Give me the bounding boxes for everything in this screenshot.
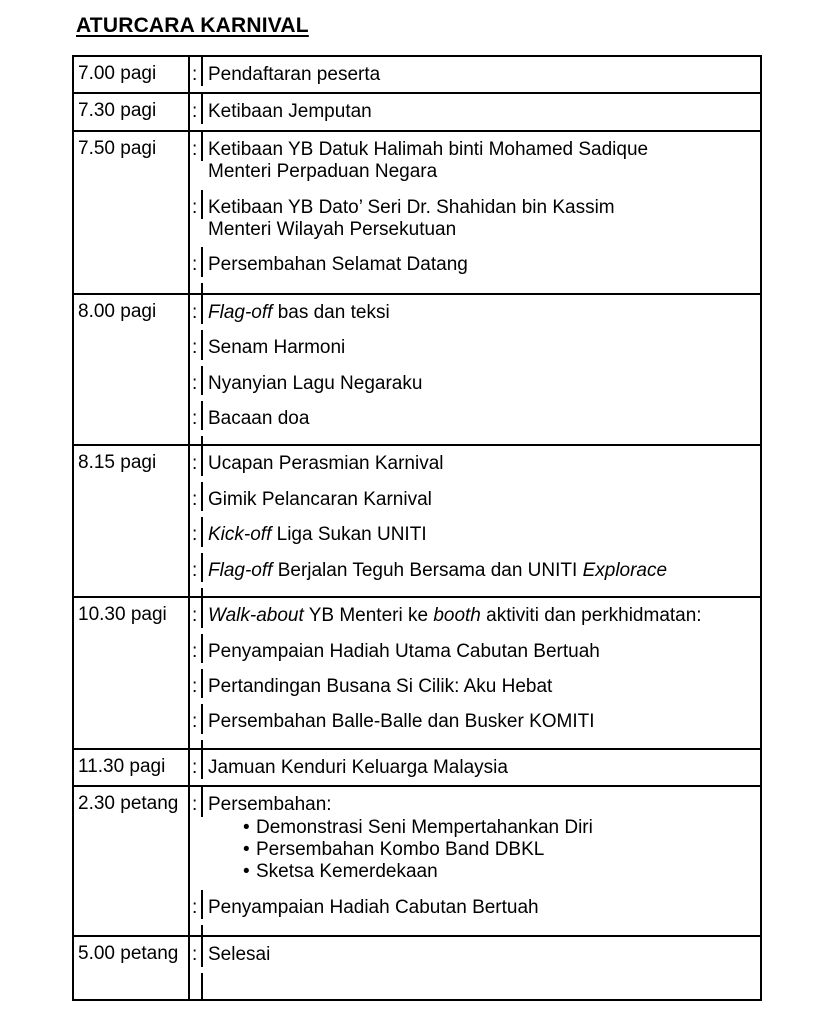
schedule-time-label: 7.30 pagi <box>78 100 157 122</box>
schedule-item-line <box>208 161 756 183</box>
emphasis-text: Explorace <box>582 559 668 581</box>
schedule-item-line <box>208 302 756 324</box>
schedule-time-cell <box>73 294 189 446</box>
schedule-item <box>190 190 760 248</box>
colon-separator: : <box>190 787 203 816</box>
plain-text: Menteri Wilayah Persekutuan <box>208 219 457 241</box>
schedule-item-text <box>203 482 760 517</box>
plain-text: Berjalan Teguh Bersama dan UNITI <box>272 559 583 581</box>
cell-filler <box>190 588 760 596</box>
plain-text: Ketibaan YB Datuk Halimah binti Mohamed Sadique <box>208 138 649 160</box>
schedule-item-text <box>203 446 760 481</box>
colon-separator-extension <box>190 973 203 999</box>
plain-text: Nyanyian Lagu Negaraku <box>208 372 423 394</box>
plain-text: Selesai <box>208 944 271 966</box>
bullet-icon: • <box>243 838 250 860</box>
schedule-item-line <box>208 524 756 546</box>
schedule-item <box>190 890 760 925</box>
schedule-table-body <box>73 56 761 1000</box>
emphasis-text: booth <box>433 605 481 627</box>
schedule-item <box>190 598 760 633</box>
schedule-item-text <box>203 132 760 190</box>
cell-filler <box>190 740 760 748</box>
schedule-time-cell <box>73 936 189 999</box>
schedule-item <box>190 330 760 365</box>
schedule-time-cell <box>73 786 189 936</box>
schedule-item-text <box>203 330 760 365</box>
plain-text: Liga Sukan UNITI <box>271 524 427 546</box>
plain-text: Ketibaan YB Dato’ Seri Dr. Shahidan bin Kassim <box>208 196 615 218</box>
schedule-item-text <box>203 750 760 785</box>
schedule-item <box>190 247 760 282</box>
cell-filler <box>190 436 760 444</box>
schedule-item-text <box>203 517 760 552</box>
schedule-time-cell <box>73 56 189 93</box>
emphasis-text: Walk-about <box>208 605 304 627</box>
colon-separator: : <box>190 190 203 219</box>
schedule-description-cell <box>189 294 761 446</box>
colon-separator: : <box>190 295 203 324</box>
schedule-table <box>72 55 762 1001</box>
table-row <box>73 131 761 294</box>
schedule-item-line <box>208 897 756 919</box>
schedule-item-text <box>203 57 760 92</box>
cell-filler-space <box>203 283 760 293</box>
colon-separator: : <box>190 401 203 430</box>
schedule-time-cell <box>73 131 189 294</box>
schedule-item-text <box>203 94 760 129</box>
schedule-item-text <box>203 401 760 436</box>
colon-separator: : <box>190 598 203 627</box>
list-item <box>208 817 756 839</box>
plain-text: bas dan teksi <box>272 301 390 323</box>
schedule-item-line <box>208 408 756 430</box>
schedule-item-text <box>203 553 760 588</box>
plain-text: YB Menteri ke <box>303 605 434 627</box>
table-row <box>73 749 761 786</box>
schedule-time-label: 8.00 pagi <box>78 300 157 322</box>
bullet-icon: • <box>243 816 250 838</box>
schedule-item-text <box>203 704 760 739</box>
schedule-item <box>190 482 760 517</box>
schedule-description-cell <box>189 93 761 130</box>
plain-text: Penyampaian Hadiah Cabutan Bertuah <box>208 896 539 918</box>
table-row <box>73 445 761 597</box>
list-item-label: Persembahan Kombo Band DBKL <box>256 838 545 860</box>
colon-separator: : <box>190 704 203 733</box>
schedule-time-cell <box>73 93 189 130</box>
schedule-time-label: 7.50 pagi <box>78 137 157 159</box>
schedule-time-label: 2.30 petang <box>78 793 179 815</box>
schedule-item <box>190 446 760 481</box>
plain-text: Penyampaian Hadiah Utama Cabutan Bertuah <box>208 640 600 662</box>
emphasis-text: Flag-off <box>208 559 273 581</box>
colon-separator-extension <box>190 436 203 444</box>
schedule-item <box>190 295 760 330</box>
schedule-item-line <box>208 676 756 698</box>
colon-separator: : <box>190 553 203 582</box>
schedule-time-cell <box>73 445 189 597</box>
colon-separator: : <box>190 446 203 475</box>
schedule-item-line <box>208 101 756 123</box>
schedule-item <box>190 937 760 972</box>
plain-text: Persembahan: <box>208 794 332 816</box>
colon-separator: : <box>190 937 203 966</box>
plain-text: Persembahan Selamat Datang <box>208 254 468 276</box>
colon-separator: : <box>190 247 203 276</box>
schedule-item-text <box>203 890 760 925</box>
plain-text: Persembahan Balle-Balle dan Busker KOMITI <box>208 711 595 733</box>
schedule-item-line <box>208 219 756 241</box>
schedule-item-text <box>203 669 760 704</box>
schedule-item-text <box>203 366 760 401</box>
schedule-item-text <box>203 247 760 282</box>
schedule-item-text <box>203 937 760 972</box>
schedule-time-label: 5.00 petang <box>78 943 179 965</box>
schedule-description-cell <box>189 445 761 597</box>
cell-filler-space <box>203 588 760 596</box>
schedule-item-line <box>208 64 756 86</box>
schedule-item <box>190 517 760 552</box>
schedule-item-line <box>208 711 756 733</box>
plain-text: Pendaftaran peserta <box>208 64 381 85</box>
schedule-time-label: 11.30 pagi <box>78 755 166 777</box>
plain-text: Bacaan doa <box>208 408 310 430</box>
schedule-item <box>190 750 760 785</box>
cell-filler-space <box>203 740 760 748</box>
schedule-item <box>190 94 760 129</box>
schedule-item-line <box>208 373 756 395</box>
colon-separator-extension <box>190 283 203 293</box>
schedule-time-label: 10.30 pagi <box>78 604 167 626</box>
schedule-item <box>190 132 760 190</box>
schedule-item-line <box>208 254 756 276</box>
schedule-description-cell <box>189 749 761 786</box>
schedule-time-cell <box>73 597 189 749</box>
schedule-item-text <box>203 787 760 890</box>
cell-filler <box>190 973 760 999</box>
emphasis-text: Flag-off <box>208 301 273 323</box>
page-title: ATURCARA KARNIVAL <box>76 14 309 37</box>
schedule-item-line <box>208 337 756 359</box>
colon-separator: : <box>190 94 203 123</box>
colon-separator: : <box>190 482 203 511</box>
schedule-item-line <box>208 197 756 219</box>
schedule-item <box>190 366 760 401</box>
schedule-item <box>190 669 760 704</box>
schedule-item <box>190 401 760 436</box>
plain-text: Pertandingan Busana Si Cilik: Aku Hebat <box>208 675 553 697</box>
emphasis-text: Kick-off <box>208 524 272 546</box>
colon-separator: : <box>190 330 203 359</box>
schedule-item-line <box>208 139 756 161</box>
schedule-item-text <box>203 295 760 330</box>
schedule-item-text <box>203 598 760 633</box>
schedule-time-label: 7.00 pagi <box>78 63 157 84</box>
colon-separator: : <box>190 750 203 779</box>
schedule-item-line <box>208 605 756 627</box>
plain-text: Jamuan Kenduri Keluarga Malaysia <box>208 756 508 778</box>
schedule-description-cell <box>189 56 761 93</box>
schedule-item <box>190 634 760 669</box>
schedule-item-line <box>208 453 756 475</box>
table-row <box>73 56 761 93</box>
cell-filler <box>190 925 760 935</box>
schedule-item-line <box>208 757 756 779</box>
cell-filler <box>190 283 760 293</box>
plain-text: Ucapan Perasmian Karnival <box>208 453 444 475</box>
list-item-label: Demonstrasi Seni Mempertahankan Diri <box>256 816 593 838</box>
schedule-description-cell <box>189 936 761 999</box>
colon-separator-extension <box>190 740 203 748</box>
schedule-description-cell <box>189 597 761 749</box>
table-row <box>73 597 761 749</box>
colon-separator-extension <box>190 925 203 935</box>
table-row <box>73 786 761 936</box>
colon-separator: : <box>190 634 203 663</box>
table-row <box>73 294 761 446</box>
colon-separator: : <box>190 132 203 161</box>
schedule-item-line <box>208 794 756 816</box>
schedule-item <box>190 553 760 588</box>
colon-separator: : <box>190 669 203 698</box>
colon-separator: : <box>190 366 203 395</box>
schedule-item-text <box>203 190 760 248</box>
schedule-description-cell <box>189 131 761 294</box>
cell-filler-space <box>203 973 760 999</box>
cell-filler-space <box>203 925 760 935</box>
plain-text: Senam Harmoni <box>208 337 346 359</box>
schedule-item <box>190 704 760 739</box>
list-item <box>208 839 756 861</box>
schedule-item <box>190 57 760 92</box>
cell-filler-space <box>203 436 760 444</box>
schedule-item-line <box>208 944 756 966</box>
plain-text: Menteri Perpaduan Negara <box>208 161 438 183</box>
colon-separator: : <box>190 890 203 919</box>
schedule-item-line <box>208 489 756 511</box>
schedule-bullet-list <box>208 817 756 884</box>
schedule-item-line <box>208 560 756 582</box>
plain-text: aktiviti dan perkhidmatan: <box>480 605 702 627</box>
plain-text: Ketibaan Jemputan <box>208 101 372 123</box>
colon-separator: : <box>190 57 203 86</box>
schedule-description-cell <box>189 786 761 936</box>
bullet-icon: • <box>243 861 250 883</box>
table-row <box>73 936 761 999</box>
schedule-time-label: 8.15 pagi <box>78 452 157 474</box>
colon-separator-extension <box>190 588 203 596</box>
list-item-label: Sketsa Kemerdekaan <box>256 861 438 883</box>
schedule-item <box>190 787 760 890</box>
list-item <box>208 861 756 883</box>
table-row <box>73 93 761 130</box>
schedule-item-text <box>203 634 760 669</box>
schedule-time-cell <box>73 749 189 786</box>
plain-text: Gimik Pelancaran Karnival <box>208 488 432 510</box>
colon-separator: : <box>190 517 203 546</box>
schedule-item-line <box>208 641 756 663</box>
